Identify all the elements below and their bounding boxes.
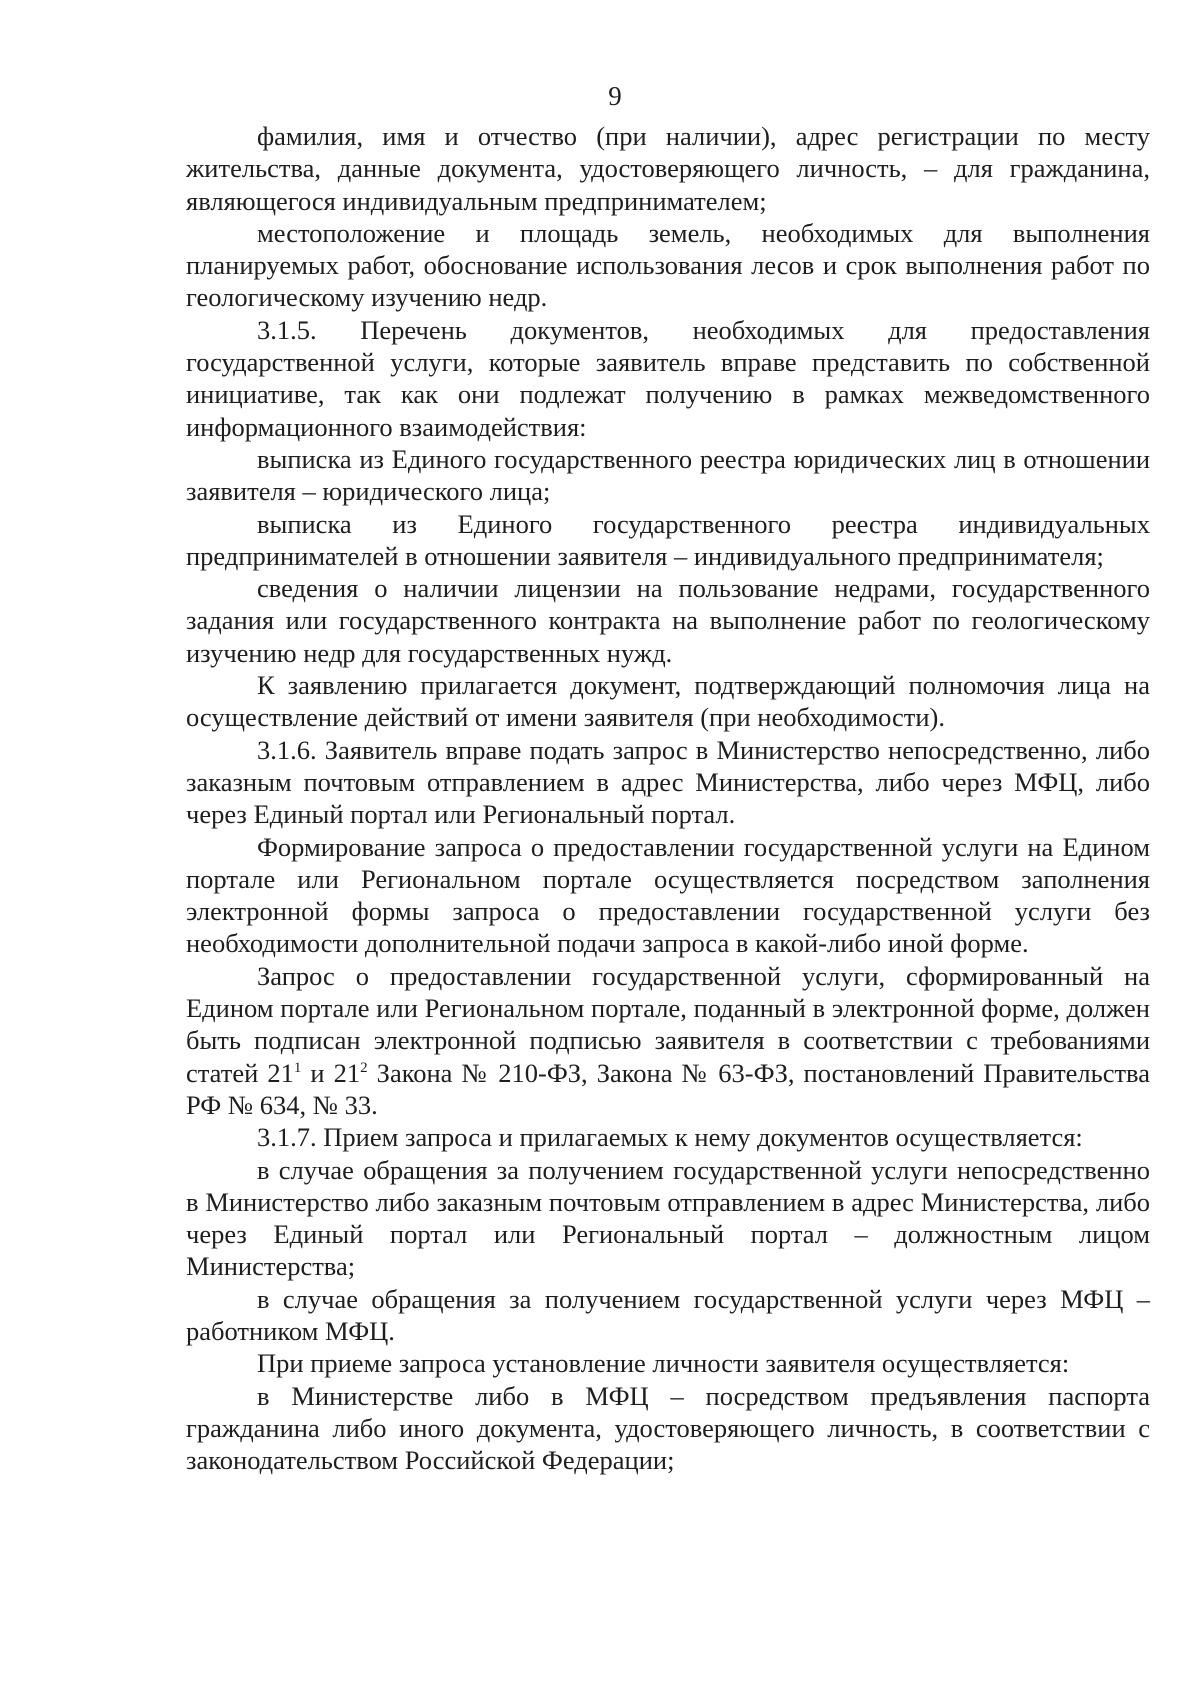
- paragraph-authority-document: К заявлению прилагается документ, подтверждающий полномочия лица на осуществление действий от имени заявителя (при необходимости).: [186, 670, 1150, 733]
- document-body: [186, 120, 1150, 1476]
- paragraph-applicant-details: фамилия, имя и отчество (при наличии), адрес регистрации по месту жительства, данные документа, удостоверяющего личность, – для гражданина, являющегося индивидуальным предпринимателем;: [186, 121, 1150, 216]
- signature-text-part-3: Закона № 210-ФЗ, Закона № 63-ФЗ, постановлений Правительства РФ № 634, № 33.: [186, 1057, 1150, 1120]
- paragraph-license-info: сведения о наличии лицензии на пользование недрами, государственного задания или государственного контракта на выполнение работ по геологическому изучению недр для государственных нужд.: [186, 573, 1150, 668]
- signature-text-part-2: и 21: [301, 1057, 361, 1088]
- paragraph-ministry-official: в случае обращения за получением государственной услуги непосредственно в Министерство либо заказным почтовым отправлением в адрес Министерства, либо через Единый портал или Региональный портал – должностным лицом Министерства;: [186, 1154, 1150, 1282]
- paragraph-identity-check: При приеме запроса установление личности заявителя осуществляется:: [257, 1348, 1070, 1379]
- paragraph-land-location: местоположение и площадь земель, необходимых для выполнения планируемых работ, обоснование использования лесов и срок выполнения работ по геологическому изучению недр.: [186, 217, 1150, 313]
- paragraph-legal-entity-extract: выписка из Единого государственного реестра юридических лиц в отношении заявителя – юридического лица;: [186, 443, 1150, 507]
- paragraph-3-1-5: 3.1.5. Перечень документов, необходимых для предоставления государственной услуги, которые заявитель вправе представить по собственной инициативе, так как они подлежат получению в рамках межведомственного информационного взаимодействия:: [186, 314, 1150, 442]
- superscript-1: 1: [293, 1059, 302, 1076]
- paragraph-electronic-signature: [186, 960, 1150, 1121]
- paragraph-3-1-7: 3.1.7. Прием запроса и прилагаемых к нему документов осуществляется:: [257, 1122, 1083, 1153]
- paragraph-3-1-6: 3.1.6. Заявитель вправе подать запрос в Министерство непосредственно, либо заказным почтовым отправлением в адрес Министерства, либо через МФЦ, либо через Единый портал или Региональный портал.: [186, 734, 1150, 830]
- signature-text-part-1: Запрос о предоставлении государственной услуги, сформированный на Едином портале или Региональном портале, поданный в электронной форме, должен быть подписан электронной подписью заявителя в соответствии с требованиями статей 21: [186, 960, 1150, 1088]
- paragraph-entrepreneur-extract: выписка из Единого государственного реестра индивидуальных предпринимателей в отношении заявителя – индивидуального предпринимателя;: [186, 508, 1150, 571]
- paragraph-mfc-worker: в случае обращения за получением государственной услуги через МФЦ – работником МФЦ.: [186, 1283, 1150, 1346]
- page-number: 9: [608, 81, 622, 111]
- paragraph-portal-request: Формирование запроса о предоставлении государственной услуги на Едином портале или Региональном портале осуществляется посредством заполнения электронной формы запроса о предоставлении государственной услуги без необходимости дополнительной подачи запроса в какой-либо иной форме.: [186, 831, 1150, 959]
- superscript-2: 2: [360, 1059, 368, 1076]
- paragraph-passport: в Министерстве либо в МФЦ – посредством предъявления паспорта гражданина либо иного документа, удостоверяющего личность, в соответствии с законодательством Российской Федерации;: [186, 1380, 1150, 1476]
